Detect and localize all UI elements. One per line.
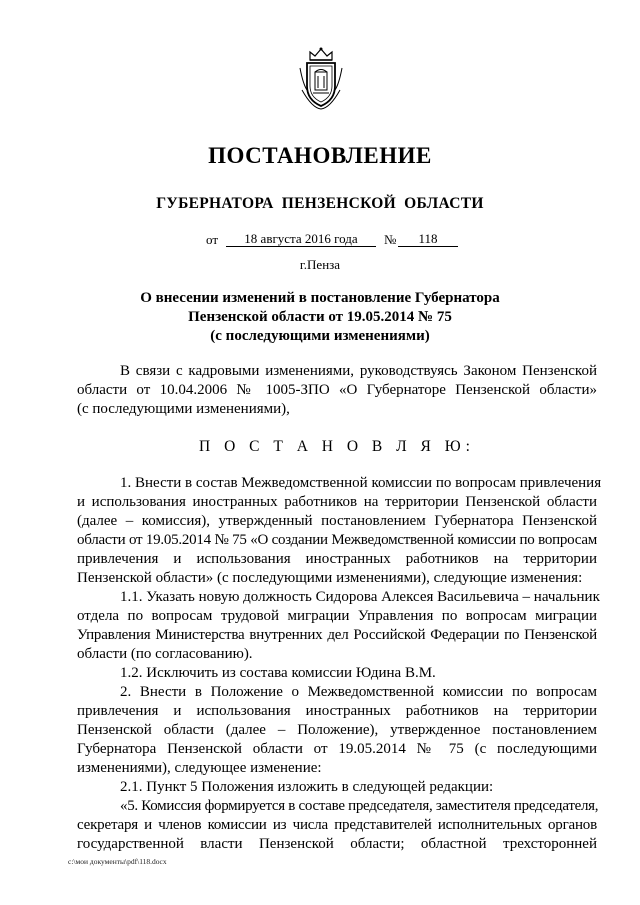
text-line: «5. Комиссия формируется в составе председателя, заместителя председателя,	[120, 798, 599, 814]
text-line: 2. Внести в Положение о Межведомственной комиссии по вопросам	[120, 684, 597, 700]
text-line: привлечения и использования иностранных работников на территории	[77, 703, 597, 719]
heading-line: Пензенской области от 19.05.2014 № 75	[188, 309, 452, 325]
number-sign: №	[384, 232, 397, 247]
text-line: Пензенской области (далее – Положение), утвержденное постановлением	[77, 722, 597, 738]
text-line: и использования иностранных работников на территории Пензенской области	[77, 494, 597, 510]
paragraph-1	[77, 474, 602, 588]
document-heading	[0, 289, 640, 346]
paragraph-1-1	[77, 588, 600, 664]
heading-line: (с последующими изменениями)	[210, 328, 430, 344]
text-line: государственной власти Пензенской области; областной трехсторонней	[77, 836, 597, 852]
paragraph-2	[77, 683, 597, 778]
decree-heading: П О С Т А Н О В Л Я Ю:	[199, 438, 475, 455]
document-date: 18 августа 2016 года	[226, 232, 376, 247]
text-line: (с последующими изменениями),	[77, 401, 290, 417]
text-line: 2.1. Пункт 5 Положения изложить в следующей редакции:	[120, 779, 494, 795]
text-line: изменениями), следующее изменение:	[77, 760, 322, 776]
paragraph-5-quote	[77, 797, 597, 854]
document-number: 118	[398, 232, 458, 247]
text-line: 1.1. Указать новую должность Сидорова Алексея Васильевича – начальник	[120, 589, 600, 605]
document-body	[77, 362, 602, 854]
coat-of-arms-emblem	[296, 46, 346, 110]
text-line: области от 19.05.2014 № 75 «О создании Межведомственной комиссии по вопросам	[77, 532, 597, 548]
text-line: привлечения и использования иностранных работников на территории	[77, 551, 597, 567]
paragraph-2-1	[77, 778, 597, 797]
preamble-paragraph	[77, 362, 597, 419]
issuer-title: ГУБЕРНАТОРА ПЕНЗЕНСКОЙ ОБЛАСТИ	[156, 195, 484, 212]
text-line: 1. Внести в состав Межведомственной комиссии по вопросам привлечения	[120, 475, 602, 491]
file-path-footer: c:\мои документы\pdf\118.docx	[68, 857, 167, 866]
text-line: отдела по вопросам трудовой миграции Управления по вопросам миграции	[77, 608, 597, 624]
text-line: Управления Министерства внутренних дел Российской Федерации по Пензенской	[77, 627, 597, 643]
city-label: г.Пенза	[299, 257, 341, 272]
text-line: области (по согласованию).	[77, 646, 253, 662]
text-line: области от 10.04.2006 № 1005-ЗПО «О Губернаторе Пензенской области»	[77, 382, 597, 398]
document-title: ПОСТАНОВЛЕНИЕ	[208, 143, 432, 168]
text-line: секретаря и членов комиссии из числа представителей исполнительных органов	[77, 817, 597, 833]
text-line: Губернатора Пензенской области от 19.05.2014 № 75 (с последующими	[77, 741, 597, 757]
text-line: Пензенской области» (с последующими изменениями), следующие изменения:	[77, 570, 583, 586]
text-line: (далее – комиссия), утвержденный постановлением Губернатора Пензенской	[77, 513, 597, 529]
date-prefix: от	[206, 232, 219, 247]
heading-line: О внесении изменений в постановление Губернатора	[140, 290, 500, 306]
text-line: В связи с кадровыми изменениями, руководствуясь Законом Пензенской	[120, 363, 597, 379]
paragraph-1-2	[77, 664, 597, 683]
text-line: 1.2. Исключить из состава комиссии Юдина В.М.	[120, 665, 436, 681]
